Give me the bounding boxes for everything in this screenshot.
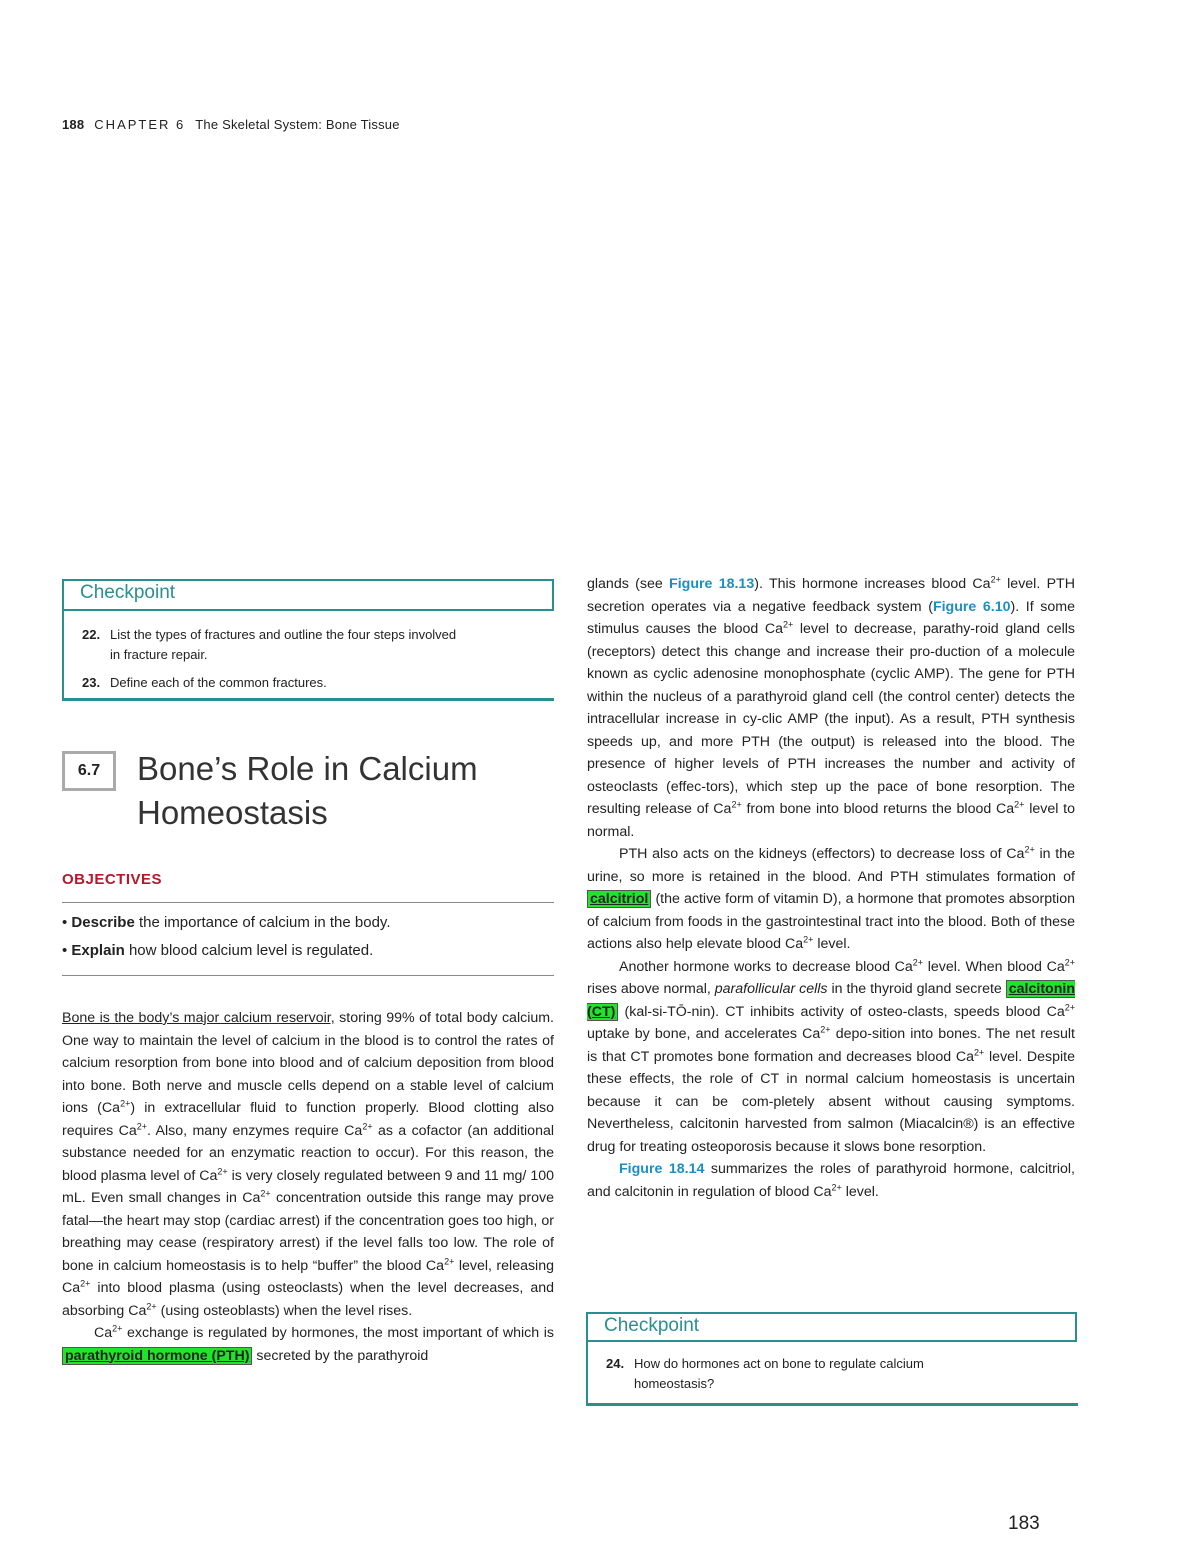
- superscript: 2+: [731, 799, 742, 810]
- paragraph: [587, 956, 1075, 1159]
- checkpoint-item-text: How do hormones act on bone to regulate calcium: [634, 1356, 924, 1371]
- paragraph: [587, 1158, 1075, 1203]
- text-run: storing 99% of total body calcium. One way to maintain the level of calcium in the blood is to control the rates of calcium resorption from bone into blood and of calcium deposition from blood into bone. Both nerve and muscle cells depend on a stable level of calcium ions (Ca: [62, 1010, 554, 1116]
- running-header: [62, 117, 400, 132]
- superscript: 2+: [362, 1120, 373, 1131]
- paragraph: [587, 573, 1075, 843]
- superscript: 2+: [120, 1098, 131, 1109]
- text-run: summarizes the roles of parathyroid hormone, calcitriol, and calcitonin in regulation of blood Ca: [587, 1161, 1075, 1200]
- text-run: level to normal.: [587, 801, 1075, 840]
- checkpoint-title-box: [62, 579, 554, 611]
- text-run: in the thyroid gland secrete: [827, 981, 1006, 997]
- text-run: . Also, many enzymes require Ca: [147, 1122, 363, 1139]
- superscript: 2+: [974, 1046, 985, 1057]
- left-column-text: [62, 1007, 554, 1367]
- italic-term: parafollicular cells: [714, 981, 828, 997]
- text-run: (the active form of vitamin D), a hormone that promotes absorption of calcium from foods in the gastrointestinal tract into the blood. Both of these actions also help elevate blood Ca: [587, 891, 1075, 952]
- text-run: from bone into blood returns the blood Ca: [741, 801, 1015, 817]
- checkpoint-body: [62, 611, 554, 701]
- objectives-heading: OBJECTIVES: [62, 871, 163, 888]
- checkpoint-body: [586, 1342, 1078, 1406]
- text-run: level.: [813, 936, 851, 952]
- text-run: exchange is regulated by hormones, the most important of which is: [122, 1325, 554, 1341]
- figure-link[interactable]: Figure 18.13: [669, 576, 755, 592]
- superscript: 2+: [1064, 1001, 1075, 1012]
- text-run: Another hormone works to decrease blood Ca: [619, 958, 913, 975]
- superscript: 2+: [1014, 799, 1025, 810]
- superscript: 2+: [990, 574, 1001, 585]
- checkpoint-item-text: List the types of fractures and outline the four steps involved: [110, 627, 457, 642]
- superscript: 2+: [136, 1120, 148, 1131]
- text-run: level. When blood Ca: [923, 958, 1065, 975]
- text-run: into blood plasma (using osteoclasts) when the level decreases, and absorbing Ca: [62, 1280, 554, 1319]
- checkpoint-item-number: 22.: [82, 627, 101, 642]
- text-run: level.: [841, 1183, 879, 1200]
- figure-link[interactable]: Figure 6.10: [932, 598, 1011, 615]
- text-run: glands (see: [587, 576, 670, 592]
- objective-item: • Describe the importance of calcium in the body.: [62, 914, 391, 931]
- superscript: 2+: [80, 1278, 91, 1289]
- text-run: as a cofactor (an additional substance needed for an enzymatic reaction to occur). For this reason, the blood plasma level of Ca: [62, 1122, 555, 1184]
- section-number-box: [62, 751, 116, 791]
- checkpoint-item-text-cont: in fracture repair.: [110, 647, 208, 662]
- text-run: ). This hormone increases blood Ca: [754, 576, 991, 592]
- superscript: 2+: [1024, 844, 1035, 855]
- highlighted-term-pth[interactable]: parathyroid hormone (PTH): [62, 1347, 252, 1365]
- header-title: The Skeletal System: Bone Tissue: [195, 117, 400, 132]
- checkpoint-item-text-cont: homeostasis?: [634, 1376, 715, 1391]
- superscript: 2+: [831, 1181, 842, 1192]
- text-run: is very closely regulated between 9 and 11 mg/ 100 mL. Even small changes in Ca: [62, 1167, 554, 1206]
- text-run: ). If some stimulus causes the blood Ca: [587, 598, 1075, 637]
- superscript: 2+: [112, 1323, 123, 1334]
- text-run: level, releasing Ca: [62, 1257, 554, 1296]
- figure-link[interactable]: Figure 18.14: [619, 1161, 705, 1177]
- text-run: in the urine, so more is retained in the blood. And PTH stimulates formation of: [587, 846, 1075, 885]
- checkpoint-title: Checkpoint: [604, 1315, 700, 1336]
- key-statement: Bone is the body’s major calcium reservoir,: [62, 1010, 335, 1026]
- header-page-number: 188: [62, 117, 85, 132]
- text-run: (using osteoblasts) when the level rises.: [156, 1302, 413, 1319]
- objective-text: how blood calcium level is regulated.: [124, 942, 374, 959]
- text-run: depo-sition into bones. The net result is that CT promotes bone formation and decreases blood Ca: [587, 1026, 1075, 1065]
- superscript: 2+: [803, 934, 814, 945]
- text-run: rises above normal,: [587, 981, 715, 997]
- paragraph: [62, 1007, 554, 1322]
- checkpoint-item-text: Define each of the common fractures.: [110, 675, 327, 690]
- highlighted-term-calcitriol[interactable]: calcitriol: [587, 890, 651, 908]
- right-column-text: [587, 573, 1075, 1203]
- checkpoint-item-number: 24.: [606, 1356, 625, 1371]
- paragraph: [587, 843, 1075, 956]
- section-title: [137, 747, 478, 835]
- text-run: ) in extracellular fluid to function properly. Blood clotting also requires Ca: [62, 1100, 554, 1139]
- objective-item: • Explain how blood calcium level is regulated.: [62, 942, 374, 959]
- highlighted-term-calcitonin[interactable]: calcitonin (CT): [587, 981, 1075, 1020]
- superscript: 2+: [217, 1165, 228, 1176]
- objective-verb: Describe: [71, 914, 135, 931]
- superscript: 2+: [444, 1255, 455, 1266]
- superscript: 2+: [1064, 956, 1075, 967]
- text-run: (kal-si-TŌ-nin). CT inhibits activity of osteo-clasts, speeds blood Ca: [618, 1003, 1065, 1020]
- page-number: 183: [1008, 1513, 1040, 1534]
- paragraph: [62, 1322, 554, 1367]
- checkpoint-title: Checkpoint: [80, 582, 176, 603]
- superscript: 2+: [912, 956, 924, 967]
- objective-text: the importance of calcium in the body.: [134, 914, 391, 931]
- text-run: concentration outside this range may prove fatal—the heart may stop (cardiac arrest) if the concentration goes too high, or breathing may cease (respiratory arrest) if the level falls too low. The role of bone in calcium homeostasis is to help “buffer” the blood Ca: [62, 1190, 554, 1274]
- text-run: Ca: [94, 1325, 113, 1341]
- divider: [62, 902, 554, 903]
- checkpoint-item-number: 23.: [82, 675, 101, 690]
- text-run: level to decrease, parathy-roid gland cells (receptors) detect this change and increase their pro-duction of a molecule known as cyclic adenosine monophosphate (cyclic AMP). The gene for PTH within the nucleus of a parathyroid gland cell (the control center) detects the intracellular increase in cy-clic AMP (the input). As a result, PTH synthesis speeds up, and more PTH (the output) is released into the blood. The presence of higher levels of PTH increases the number and activity of osteoclasts (effec-tors), which step up the pace of bone resorption. The resulting release of Ca: [587, 621, 1075, 817]
- superscript: 2+: [820, 1024, 831, 1035]
- superscript: 2+: [260, 1188, 271, 1199]
- superscript: 2+: [782, 619, 794, 630]
- text-run: uptake by bone, and accelerates Ca: [587, 1026, 821, 1042]
- text-run: level. PTH secretion operates via a negative feedback system (: [587, 576, 1075, 615]
- header-chapter: CHAPTER 6: [94, 117, 186, 132]
- text-run: level. Despite these effects, the role of CT in normal calcium homeostasis is uncertain because it can be com-pletely absent without causing symptoms. Nevertheless, calcitonin harvested from salmon (Miacalcin®) is an effective drug for treating osteoporosis because it slows bone resorption.: [587, 1048, 1075, 1155]
- superscript: 2+: [146, 1300, 157, 1311]
- objective-verb: Explain: [71, 942, 125, 959]
- section-title-line1: Bone’s Role in Calcium: [137, 750, 478, 787]
- text-run: secreted by the parathyroid: [252, 1347, 429, 1364]
- divider: [62, 975, 554, 976]
- section-number: 6.7: [77, 762, 101, 779]
- checkpoint-title-box: [586, 1312, 1077, 1342]
- text-run: PTH also acts on the kidneys (effectors) to decrease loss of Ca: [619, 846, 1025, 862]
- section-title-line2: Homeostasis: [137, 794, 328, 831]
